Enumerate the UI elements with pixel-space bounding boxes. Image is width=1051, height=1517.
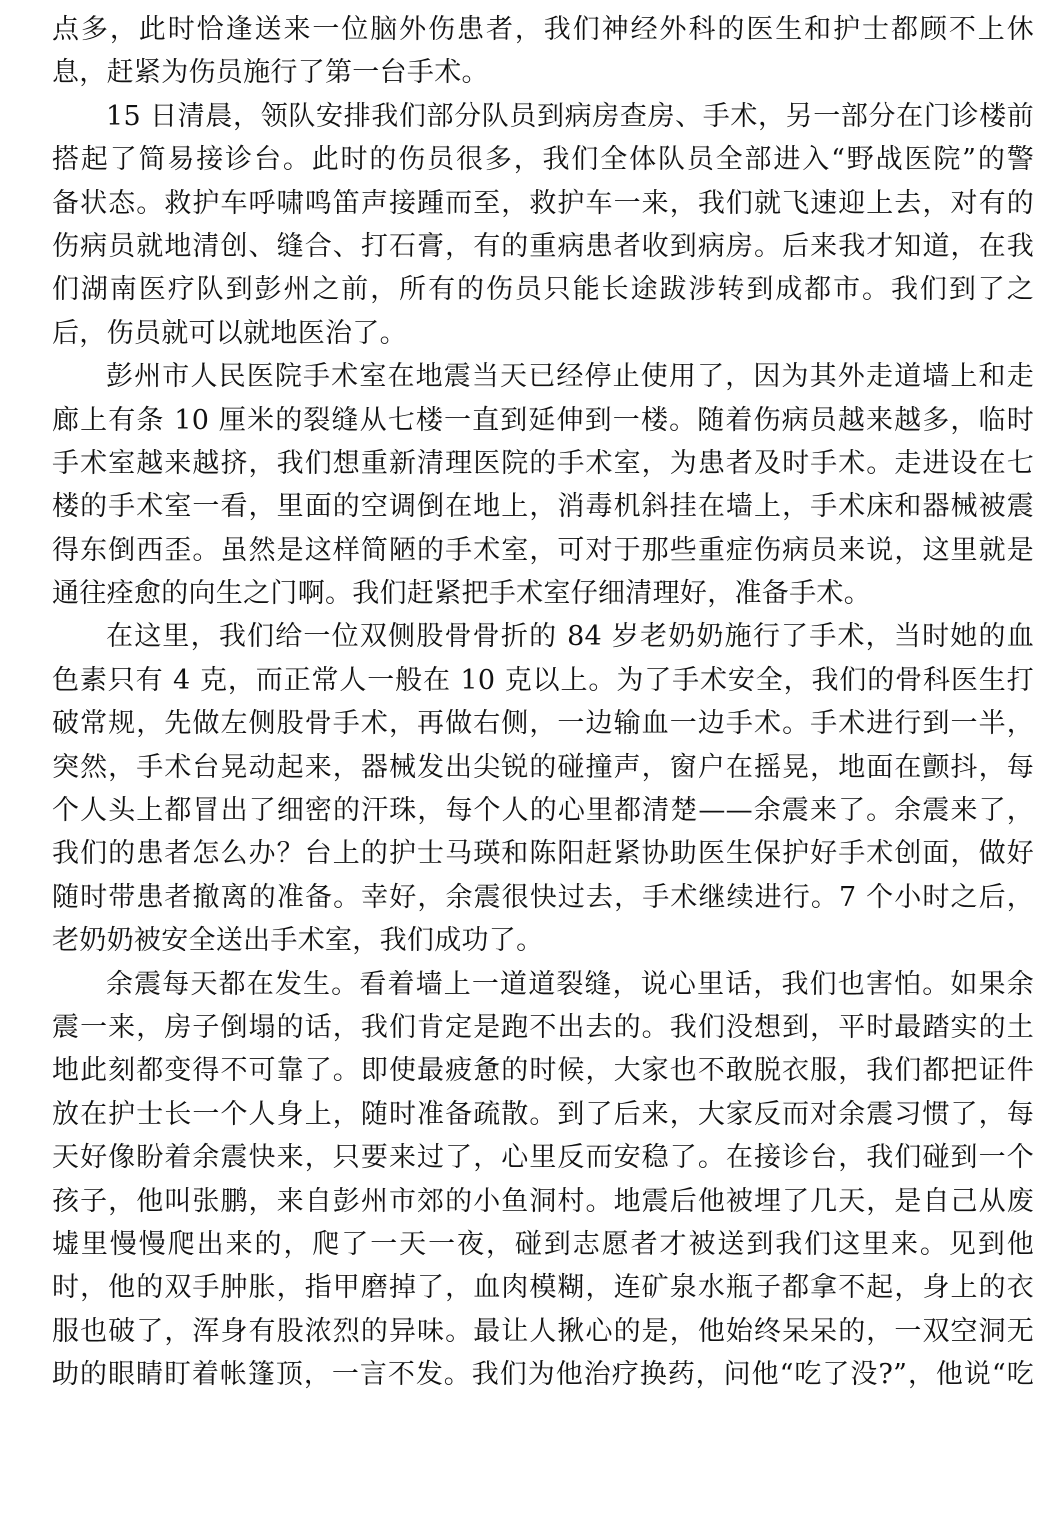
text-line: 廊上有条 10 厘米的裂缝从七楼一直到延伸到一楼。随着伤病员越来越多，临时 <box>52 404 1034 436</box>
text-line: 破常规，先做左侧股骨手术，再做右侧，一边输血一边手术。手术进行到一半， <box>52 708 1034 740</box>
text-line: 彭州市人民医院手术室在地震当天已经停止使用了，因为其外走道墙上和走 <box>106 361 1034 393</box>
text-line: 们湖南医疗队到彭州之前，所有的伤员只能长途跋涉转到成都市。我们到了之 <box>52 274 1034 306</box>
text-line: 伤病员就地清创、缝合、打石膏，有的重病患者收到病房。后来我才知道，在我 <box>52 230 1034 262</box>
text-line: 通往痊愈的向生之门啊。我们赶紧把手术室仔细清理好，准备手术。 <box>52 578 871 610</box>
text-line: 后，伤员就可以就地医治了。 <box>52 317 407 349</box>
text-line: 手术室越来越挤，我们想重新清理医院的手术室，为患者及时手术。走进设在七 <box>52 447 1034 479</box>
text-line: 震一来，房子倒塌的话，我们肯定是跑不出去的。我们没想到，平时最踏实的土 <box>52 1011 1034 1043</box>
text-line: 天好像盼着余震快来，只要来过了，心里反而安稳了。在接诊台，我们碰到一个 <box>52 1142 1034 1174</box>
text-line: 在这里，我们给一位双侧股骨骨折的 84 岁老奶奶施行了手术，当时她的血 <box>106 621 1034 653</box>
text-line: 搭起了简易接诊台。此时的伤员很多，我们全体队员全部进入“野战医院”的警 <box>52 144 1034 176</box>
text-line: 突然，手术台晃动起来，器械发出尖锐的碰撞声，窗户在摇晃，地面在颤抖，每 <box>52 751 1034 783</box>
text-line: 助的眼睛盯着帐篷顶，一言不发。我们为他治疗换药，问他“吃了没?”，他说“吃 <box>52 1359 1034 1391</box>
text-line: 备状态。救护车呼啸鸣笛声接踵而至，救护车一来，我们就飞速迎上去，对有的 <box>52 187 1034 219</box>
text-line: 时，他的双手肿胀，指甲磨掉了，血肉模糊，连矿泉水瓶子都拿不起，身上的衣 <box>52 1272 1034 1304</box>
text-line: 色素只有 4 克，而正常人一般在 10 克以上。为了手术安全，我们的骨科医生打 <box>52 664 1034 696</box>
text-line: 服也破了，浑身有股浓烈的异味。最让人揪心的是，他始终呆呆的，一双空洞无 <box>52 1315 1034 1347</box>
text-line: 得东倒西歪。虽然是这样简陋的手术室，可对于那些重症伤病员来说，这里就是 <box>52 534 1034 566</box>
text-line: 墟里慢慢爬出来的，爬了一天一夜，碰到志愿者才被送到我们这里来。见到他 <box>52 1228 1034 1260</box>
text-line: 个人头上都冒出了细密的汗珠，每个人的心里都清楚——余震来了。余震来了， <box>52 795 1034 827</box>
text-line: 息，赶紧为伤员施行了第一台手术。 <box>52 57 489 89</box>
text-line: 点多，此时恰逢送来一位脑外伤患者，我们神经外科的医生和护士都顾不上休 <box>52 14 1034 45</box>
text-line: 15 日清晨，领队安排我们部分队员到病房查房、手术，另一部分在门诊楼前 <box>106 100 1034 132</box>
text-line: 孩子，他叫张鹏，来自彭州市郊的小鱼洞村。地震后他被埋了几天，是自己从废 <box>52 1185 1034 1217</box>
text-line: 放在护士长一个人身上，随时准备疏散。到了后来，大家反而对余震习惯了，每 <box>52 1098 1034 1130</box>
text-line: 楼的手术室一看，里面的空调倒在地上，消毒机斜挂在墙上，手术床和器械被震 <box>52 491 1034 523</box>
text-line: 随时带患者撤离的准备。幸好，余震很快过去，手术继续进行。7 个小时之后， <box>52 881 1034 913</box>
body-text <box>52 8 1034 1397</box>
text-line: 余震每天都在发生。看着墙上一道道裂缝，说心里话，我们也害怕。如果余 <box>106 968 1034 1000</box>
text-line: 地此刻都变得不可靠了。即使最疲惫的时候，大家也不敢脱衣服，我们都把证件 <box>52 1055 1034 1087</box>
text-line: 我们的患者怎么办？台上的护士马瑛和陈阳赶紧协助医生保护好手术创面，做好 <box>52 838 1034 870</box>
text-line: 老奶奶被安全送出手术室，我们成功了。 <box>52 925 544 957</box>
